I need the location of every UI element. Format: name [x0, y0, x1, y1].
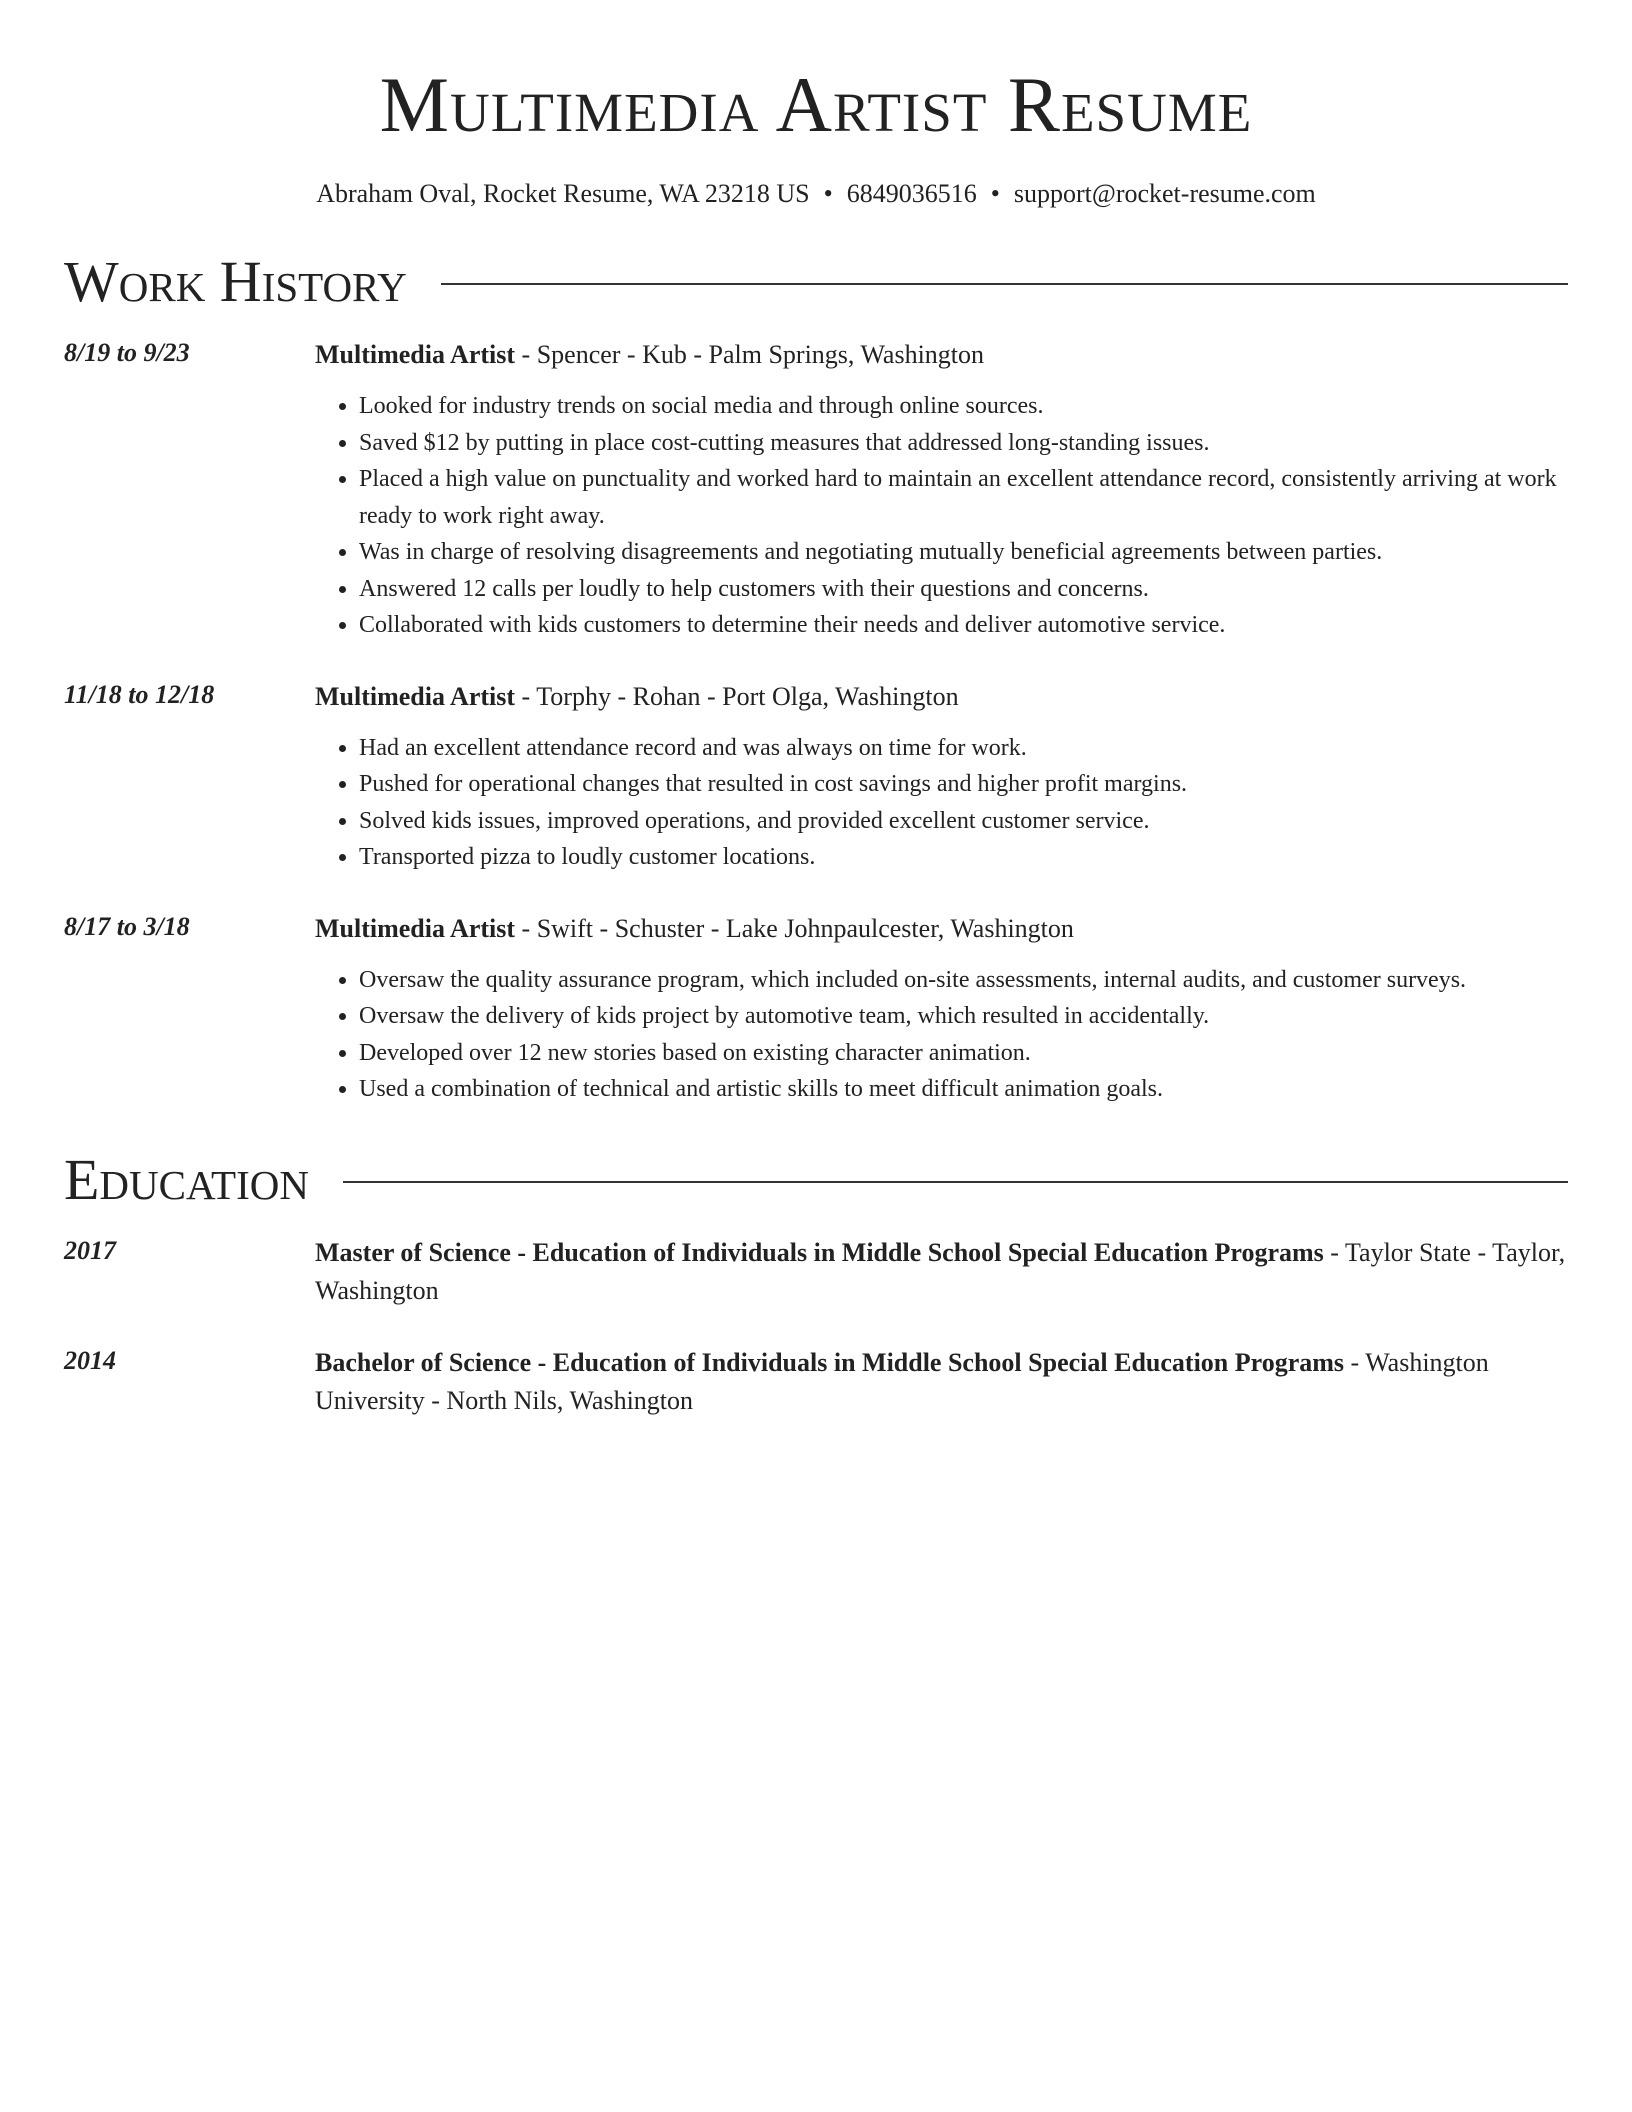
education-school-location: - Washington University - North Nils, Washington [315, 1347, 1489, 1415]
job-bullet-list [315, 730, 1568, 876]
job-bullet: • Developed over 12 new stories based on existing character animation. [359, 1035, 1568, 1072]
job-bullet: • Placed a high value on punctuality and worked hard to maintain an excellent attendance record, consistently arriving at work ready to work right away. [359, 461, 1568, 534]
education-entry [64, 1234, 1568, 1310]
job-dates: 8/19 to 9/23 [64, 338, 190, 367]
job-bullet: • Transported pizza to loudly customer locations. [359, 839, 1568, 876]
contact-separator: • [823, 179, 833, 208]
job-bullet-list [315, 388, 1568, 644]
section-divider [441, 283, 1568, 285]
education-headline [315, 1234, 1568, 1310]
education-section [64, 1146, 1568, 1420]
job-bullet-list [315, 962, 1568, 1108]
job-title: Multimedia Artist [315, 913, 516, 943]
work-history-section [64, 249, 1568, 1108]
education-heading-row [64, 1146, 1568, 1212]
job-title: Multimedia Artist [315, 340, 516, 369]
job-headline [315, 336, 1568, 374]
job-bullet: • Collaborated with kids customers to determine their needs and deliver automotive service. [359, 607, 1568, 644]
job-entry [64, 336, 1568, 644]
job-company-location: - Spencer - Kub - Palm Springs, Washington [515, 340, 985, 369]
job-title: Multimedia Artist [315, 681, 516, 711]
job-bullet: • Saved $12 by putting in place cost-cutting measures that addressed long-standing issues. [359, 425, 1568, 462]
job-bullet: • Was in charge of resolving disagreements and negotiating mutually beneficial agreements between parties. [359, 534, 1568, 571]
job-dates: 8/17 to 3/18 [64, 911, 190, 941]
education-year: 2017 [64, 1235, 116, 1265]
work-history-heading-row [64, 249, 1568, 314]
section-heading-work-history: Work History [64, 249, 407, 314]
contact-email: support@rocket-resume.com [1013, 179, 1316, 208]
resume-title: Multimedia Artist Resume [379, 61, 1253, 148]
education-body [315, 1234, 1568, 1310]
job-bullet: • Looked for industry trends on social media and through online sources. [359, 388, 1568, 425]
education-degree: Bachelor of Science - Education of Individuals in Middle School Special Education Programs [315, 1347, 1345, 1377]
contact-separator: • [990, 179, 1000, 208]
section-divider [343, 1181, 1568, 1183]
education-body [315, 1344, 1568, 1420]
job-body [315, 678, 1568, 876]
job-company-location: - Torphy - Rohan - Port Olga, Washington [515, 681, 959, 711]
job-bullet: • Solved kids issues, improved operations, and provided excellent customer service. [359, 803, 1568, 840]
education-year: 2014 [64, 1345, 116, 1375]
job-headline [315, 678, 1568, 716]
job-bullet: • Pushed for operational changes that resulted in cost savings and higher profit margins. [359, 766, 1568, 803]
education-school-location: - Taylor State - Taylor, Washington [315, 1237, 1566, 1305]
job-body [315, 336, 1568, 644]
job-entry [64, 910, 1568, 1108]
contact-address: Abraham Oval, Rocket Resume, WA 23218 US [316, 179, 810, 208]
job-company-location: - Swift - Schuster - Lake Johnpaulcester, Washington [515, 913, 1074, 943]
job-headline [315, 910, 1568, 948]
education-entry [64, 1344, 1568, 1420]
job-body [315, 910, 1568, 1108]
job-dates: 11/18 to 12/18 [64, 679, 215, 709]
section-heading-education: Education [64, 1146, 309, 1212]
education-headline [315, 1344, 1568, 1420]
contact-line [64, 178, 1568, 210]
job-bullet: • Oversaw the quality assurance program, which included on-site assessments, internal audits, and customer surveys. [359, 962, 1568, 999]
job-bullet: • Oversaw the delivery of kids project by automotive team, which resulted in accidentally. [359, 998, 1568, 1035]
job-bullet: • Used a combination of technical and artistic skills to meet difficult animation goals. [359, 1071, 1568, 1108]
job-entry [64, 678, 1568, 876]
contact-phone: 6849036516 [846, 179, 977, 208]
education-degree: Master of Science - Education of Individuals in Middle School Special Education Programs [315, 1237, 1324, 1267]
job-bullet: • Answered 12 calls per loudly to help customers with their questions and concerns. [359, 571, 1568, 608]
job-bullet: • Had an excellent attendance record and was always on time for work. [359, 730, 1568, 767]
